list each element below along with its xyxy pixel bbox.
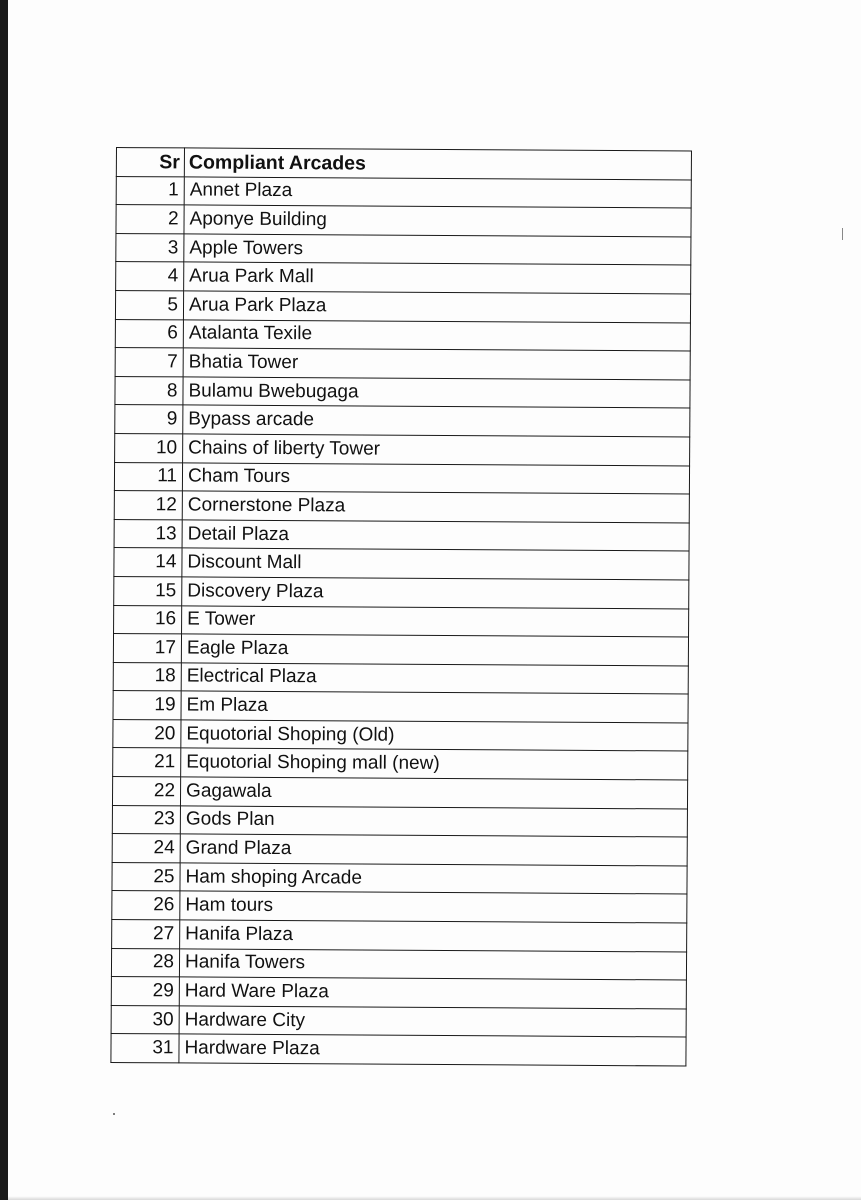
table-row [115, 290, 690, 322]
table-row [114, 519, 689, 551]
table-header-row [116, 148, 691, 180]
table-row [114, 605, 689, 637]
row-sr-number: 16 [114, 605, 182, 634]
row-arcade-name: Bhatia Tower [183, 348, 690, 380]
row-arcade-name: Arua Park Plaza [183, 291, 690, 323]
table-row [114, 576, 689, 608]
row-sr-number: 3 [116, 233, 184, 262]
row-sr-number: 26 [112, 891, 180, 920]
row-arcade-name: Bypass arcade [183, 405, 690, 437]
table-row [112, 920, 687, 952]
table-row [111, 1034, 686, 1066]
row-arcade-name: Apple Towers [184, 234, 691, 266]
row-arcade-name: Equotorial Shoping (Old) [181, 720, 688, 752]
row-arcade-name: Cham Tours [182, 462, 689, 494]
row-sr-number: 11 [114, 462, 182, 491]
table-row [115, 348, 690, 380]
row-arcade-name: Ham shoping Arcade [180, 863, 687, 895]
row-sr-number: 22 [112, 777, 180, 806]
row-sr-number: 20 [113, 719, 181, 748]
table-row [112, 862, 687, 894]
row-sr-number: 4 [116, 262, 184, 291]
table-row [112, 891, 687, 923]
row-sr-number: 28 [111, 948, 179, 977]
table-row [113, 691, 688, 723]
table-body [111, 176, 691, 1066]
row-sr-number: 18 [113, 662, 181, 691]
row-arcade-name: Aponye Building [184, 205, 691, 237]
row-sr-number: 9 [115, 405, 183, 434]
table-row [112, 777, 687, 809]
page-bottom-edge [8, 1196, 861, 1200]
table-row [115, 376, 690, 408]
row-arcade-name: Cornerstone Plaza [182, 491, 689, 523]
scan-speck [113, 1113, 115, 1115]
table-row [111, 977, 686, 1009]
table-row [114, 462, 689, 494]
table-row [116, 262, 691, 294]
row-arcade-name: Gods Plan [180, 806, 687, 838]
row-arcade-name: Eagle Plaza [181, 634, 688, 666]
row-arcade-name: E Tower [182, 605, 689, 637]
row-arcade-name: Hanifa Plaza [180, 920, 687, 952]
row-arcade-name: Ham tours [180, 891, 687, 923]
row-sr-number: 31 [111, 1034, 179, 1063]
row-sr-number: 14 [114, 548, 182, 577]
header-compliant-arcades: Compliant Arcades [184, 148, 691, 180]
row-sr-number: 29 [111, 977, 179, 1006]
row-arcade-name: Arua Park Mall [184, 262, 691, 294]
header-sr: Sr [116, 148, 184, 177]
table-row [113, 662, 688, 694]
row-sr-number: 1 [116, 176, 184, 205]
table-row [115, 433, 690, 465]
scan-left-edge [0, 0, 8, 1200]
row-arcade-name: Hard Ware Plaza [179, 977, 686, 1009]
row-sr-number: 23 [112, 805, 180, 834]
row-sr-number: 10 [115, 433, 183, 462]
row-arcade-name: Gagawala [180, 777, 687, 809]
row-sr-number: 15 [114, 576, 182, 605]
row-sr-number: 21 [113, 748, 181, 777]
row-sr-number: 8 [115, 376, 183, 405]
table-row [112, 805, 687, 837]
table-row [113, 748, 688, 780]
row-arcade-name: Hardware City [179, 1006, 686, 1038]
table-row [114, 491, 689, 523]
row-sr-number: 13 [114, 519, 182, 548]
row-arcade-name: Chains of liberty Tower [183, 434, 690, 466]
row-arcade-name: Hanifa Towers [179, 949, 686, 981]
table-row [116, 233, 691, 265]
row-sr-number: 27 [112, 920, 180, 949]
row-arcade-name: Em Plaza [181, 691, 688, 723]
row-sr-number: 25 [112, 862, 180, 891]
compliant-arcades-table [110, 147, 692, 1067]
table-row [114, 548, 689, 580]
row-sr-number: 5 [115, 290, 183, 319]
row-sr-number: 6 [115, 319, 183, 348]
row-sr-number: 12 [114, 491, 182, 520]
row-sr-number: 30 [111, 1005, 179, 1034]
table-row [116, 176, 691, 208]
scan-mark [842, 228, 843, 240]
table-row [113, 719, 688, 751]
table-row [115, 405, 690, 437]
row-arcade-name: Bulamu Bwebugaga [183, 377, 690, 409]
table-row [115, 319, 690, 351]
row-sr-number: 24 [112, 834, 180, 863]
row-arcade-name: Equotorial Shoping mall (new) [181, 748, 688, 780]
row-arcade-name: Hardware Plaza [179, 1034, 686, 1066]
row-sr-number: 2 [116, 205, 184, 234]
row-sr-number: 17 [113, 634, 181, 663]
row-arcade-name: Grand Plaza [180, 834, 687, 866]
table-row [111, 1005, 686, 1037]
row-sr-number: 19 [113, 691, 181, 720]
table-row [112, 834, 687, 866]
table-row [113, 634, 688, 666]
row-arcade-name: Discovery Plaza [182, 577, 689, 609]
row-arcade-name: Electrical Plaza [181, 663, 688, 695]
row-arcade-name: Discount Mall [182, 548, 689, 580]
table-row [111, 948, 686, 980]
row-arcade-name: Atalanta Texile [183, 319, 690, 351]
row-sr-number: 7 [115, 348, 183, 377]
table-row [116, 205, 691, 237]
row-arcade-name: Detail Plaza [182, 520, 689, 552]
row-arcade-name: Annet Plaza [184, 177, 691, 209]
